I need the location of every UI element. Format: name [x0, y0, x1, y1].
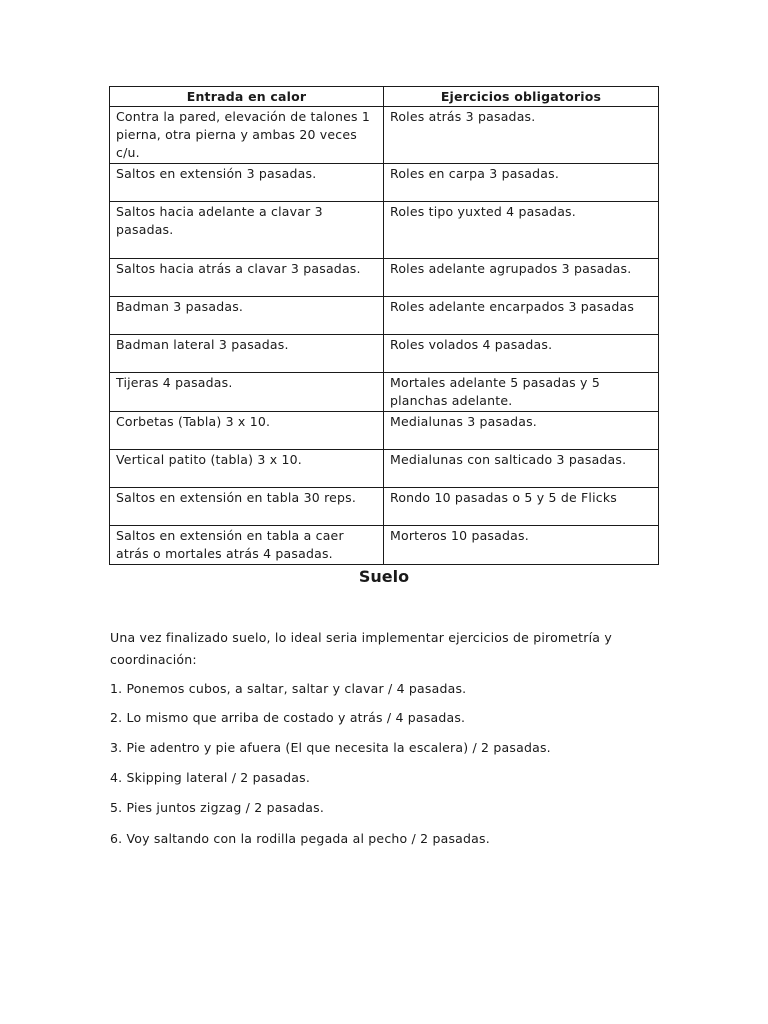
column-header-warmup: Entrada en calor [110, 87, 384, 107]
table-row [110, 412, 659, 450]
section-title: Suelo [358, 567, 410, 586]
table-row [110, 373, 659, 412]
intro-paragraph: Una vez finalizado suelo, lo ideal seria implementar ejercicios de pirometría y coordinación: [110, 630, 612, 667]
mandatory-cell: Mortales adelante 5 pasadas y 5 planchas adelante. [384, 373, 659, 412]
column-header-mandatory: Ejercicios obligatorios [384, 87, 659, 107]
mandatory-cell: Rondo 10 pasadas o 5 y 5 de Flicks [384, 488, 659, 526]
warmup-cell: Saltos hacia adelante a clavar 3 pasadas. [110, 202, 384, 259]
mandatory-cell: Morteros 10 pasadas. [384, 526, 659, 565]
list-item: 6. Voy saltando con la rodilla pegada al pecho / 2 pasadas. [110, 831, 490, 846]
list-item: 5. Pies juntos zigzag / 2 pasadas. [110, 800, 325, 815]
mandatory-cell: Medialunas con salticado 3 pasadas. [384, 450, 659, 488]
mandatory-cell: Roles tipo yuxted 4 pasadas. [384, 202, 659, 259]
table-row [110, 297, 659, 335]
mandatory-cell: Roles volados 4 pasadas. [384, 335, 659, 373]
warmup-cell: Corbetas (Tabla) 3 x 10. [110, 412, 384, 450]
table-row [110, 488, 659, 526]
mandatory-cell: Roles adelante encarpados 3 pasadas [384, 297, 659, 335]
warmup-cell: Saltos en extensión en tabla a caer atrás o mortales atrás 4 pasadas. [110, 526, 384, 565]
warmup-cell: Contra la pared, elevación de talones 1 pierna, otra pierna y ambas 20 veces c/u. [110, 107, 384, 164]
table-row [110, 335, 659, 373]
table-row [110, 526, 659, 565]
table-row [110, 164, 659, 202]
list-item: 2. Lo mismo que arriba de costado y atrás / 4 pasadas. [110, 710, 466, 725]
table-header-row [110, 87, 659, 107]
warmup-cell: Badman lateral 3 pasadas. [110, 335, 384, 373]
warmup-cell: Badman 3 pasadas. [110, 297, 384, 335]
mandatory-cell: Medialunas 3 pasadas. [384, 412, 659, 450]
warmup-cell: Saltos hacia atrás a clavar 3 pasadas. [110, 259, 384, 297]
table-row [110, 259, 659, 297]
mandatory-cell: Roles adelante agrupados 3 pasadas. [384, 259, 659, 297]
table-row [110, 450, 659, 488]
exercise-table [109, 86, 659, 565]
warmup-cell: Saltos en extensión 3 pasadas. [110, 164, 384, 202]
warmup-cell: Tijeras 4 pasadas. [110, 373, 384, 412]
warmup-cell: Saltos en extensión en tabla 30 reps. [110, 488, 384, 526]
list-item: 1. Ponemos cubos, a saltar, saltar y clavar / 4 pasadas. [110, 681, 467, 696]
mandatory-cell: Roles atrás 3 pasadas. [384, 107, 659, 164]
mandatory-cell: Roles en carpa 3 pasadas. [384, 164, 659, 202]
list-item: 4. Skipping lateral / 2 pasadas. [110, 770, 311, 785]
table-row [110, 202, 659, 259]
table-row [110, 107, 659, 164]
warmup-cell: Vertical patito (tabla) 3 x 10. [110, 450, 384, 488]
list-item: 3. Pie adentro y pie afuera (El que necesita la escalera) / 2 pasadas. [110, 740, 551, 755]
